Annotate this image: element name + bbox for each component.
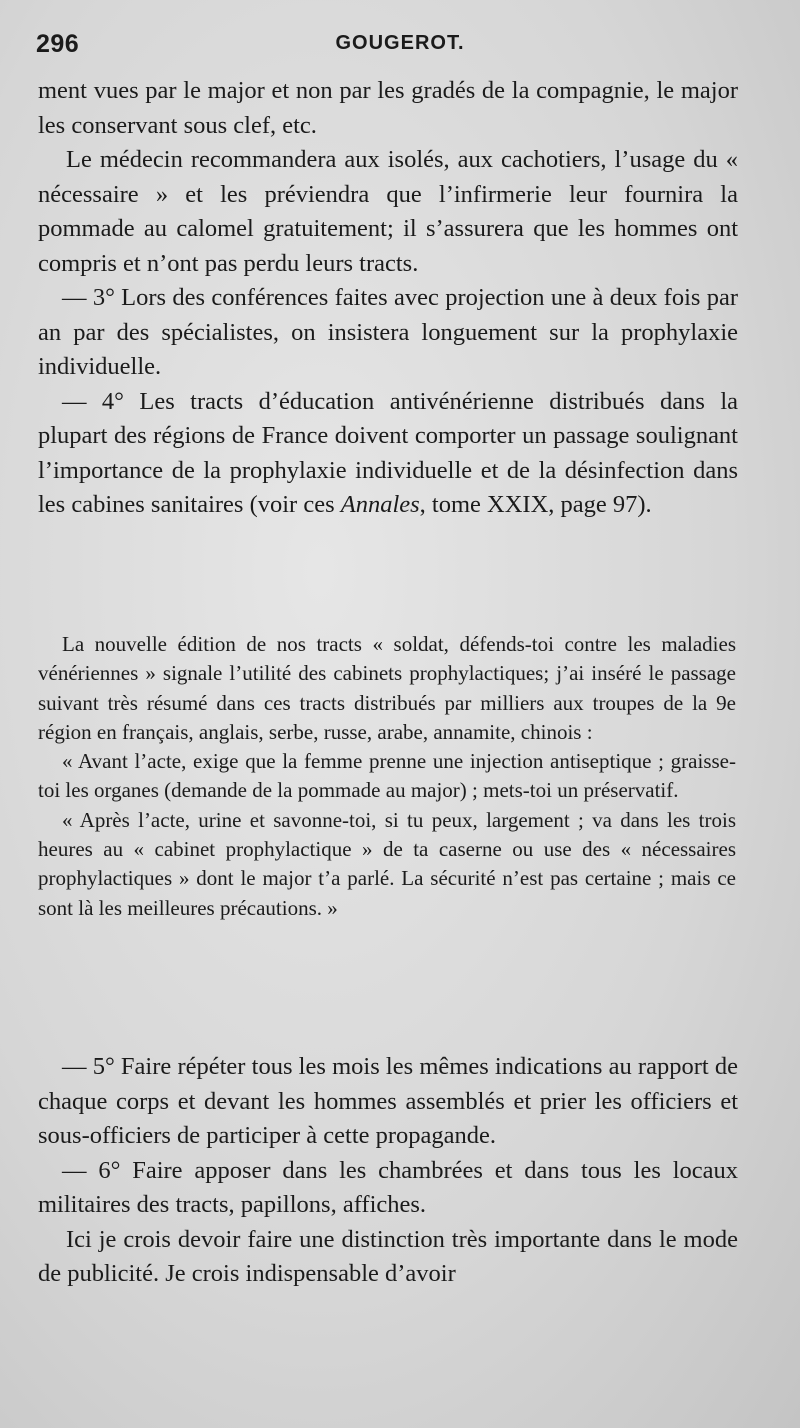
paragraph-7: Ici je crois devoir faire une distinction très importante dans le mode de publicité. Je crois indispensable d’avoir	[38, 1225, 738, 1287]
paragraph-4-text: — 4° Les tracts d’éducation antivénérienne distribués dans la plupart des régions de France doivent comporter un passage soulignant l’importance de la prophylaxie individuelle et de la désinfection dans les cabines sanitaires (voir ces	[38, 387, 738, 518]
text-block-note	[38, 630, 736, 923]
paragraph-6: — 6° Faire apposer dans les chambrées et dans tous les locaux militaires des tracts, papillons, affiches.	[38, 1156, 738, 1218]
note-paragraph-1: La nouvelle édition de nos tracts « soldat, défends-toi contre les maladies vénériennes » signale l’utilité des cabinets prophylactiques; j’ai inséré le passage suivant très résumé dans ces tracts distribués par milliers aux troupes de la 9e région en français, anglais, serbe, russe, arabe, annamite, chinois :	[38, 632, 736, 744]
text-block-continued	[38, 1050, 738, 1292]
paragraph-2: Le médecin recommandera aux isolés, aux cachotiers, l’usage du « nécessaire » et les préviendra que l’infirmerie leur fournira la pommade au calomel gratuitement; il s’assurera que les hommes ont compris et n’ont pas perdu leurs tracts.	[38, 146, 738, 277]
page-number: 296	[36, 30, 80, 58]
page-header	[36, 30, 764, 70]
text-block-main	[38, 74, 738, 523]
paragraph-4	[38, 385, 738, 523]
running-head: GOUGEROT.	[335, 32, 465, 54]
paragraph-3: — 3° Lors des conférences faites avec projection une à deux fois par an par des spécialistes, on insistera longuement sur la prophylaxie individuelle.	[38, 284, 738, 380]
note-paragraph-2: « Avant l’acte, exige que la femme prenne une injection antiseptique ; graisse-toi les organes (demande de la pommade au major) ; mets-toi un préservatif.	[38, 749, 736, 803]
paragraph-4-end: , tome XXIX, page 97).	[419, 491, 652, 518]
paragraph-5: — 5° Faire répéter tous les mois les mêmes indications au rapport de chaque corps et devant les hommes assemblés et prier les officiers et sous-officiers de participer à cette propagande.	[38, 1053, 738, 1149]
paragraph-1: ment vues par le major et non par les gradés de la compagnie, le major les conservant sous clef, etc.	[38, 77, 738, 139]
annales-title: Annales	[340, 491, 420, 518]
note-paragraph-3: « Après l’acte, urine et savonne-toi, si tu peux, largement ; va dans les trois heures au « cabinet prophylactique » de ta caserne ou use des « nécessaires prophylactiques » dont le major t’a parlé. La sécurité n’est pas certaine ; mais ce sont là les meilleures précautions. »	[38, 807, 736, 920]
